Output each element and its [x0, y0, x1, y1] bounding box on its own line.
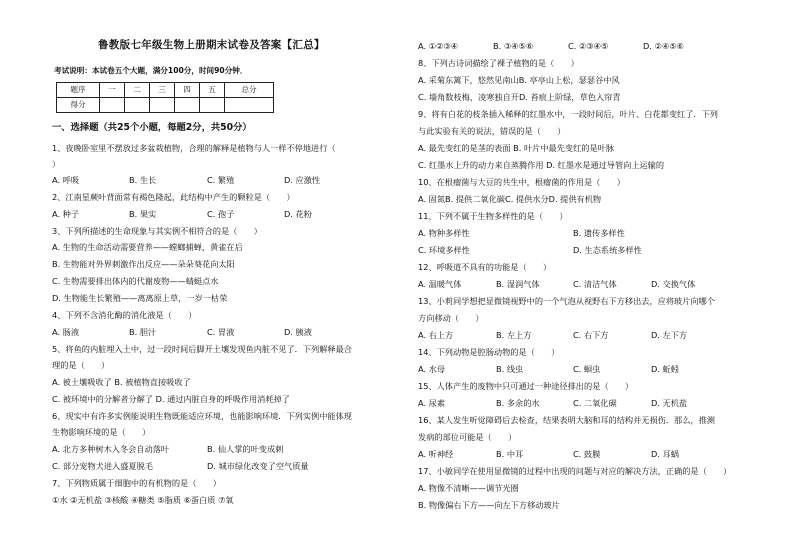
question-1: 1、夜晚卧室里不摆放过多盆栽植物，合理的解释是植物与人一样不停地进行（ [52, 143, 336, 153]
question-9-cont: 与此实验有关的说法，错误的是（ ） [418, 126, 566, 136]
score-row-label: 得分 [57, 98, 100, 113]
option[interactable]: B. 生物能对外界刺激作出反应——朵朵葵花向太阳 [52, 259, 235, 269]
score-header-cell: 一 [100, 83, 125, 98]
option[interactable]: A. 采菊东篱下，悠然见南山B. 亭亭山上松，瑟瑟谷中风 [418, 75, 620, 85]
option[interactable]: C. 墙角数枝梅，凌寒独自开D. 苔痕上阶绿，草色入帘青 [418, 92, 621, 102]
option[interactable]: C. 右下方 [573, 330, 609, 340]
option[interactable]: C. 蛔虫 [573, 364, 601, 374]
score-header-cell: 五 [200, 83, 225, 98]
option[interactable]: D. 应激性 [284, 175, 321, 185]
question-17: 17、小敏同学在使用显微镜的过程中出现的问题与对应的解决方法，正确的是（ ） [418, 466, 732, 476]
option[interactable]: A. 北方多种树木入冬会自动落叶 [52, 444, 170, 454]
question-6-cont: 生物影响环境的是（ ） [52, 427, 151, 437]
option[interactable]: A. 呼吸 [52, 175, 80, 185]
option[interactable]: A. 右上方 [418, 330, 454, 340]
score-cell[interactable] [225, 98, 274, 113]
option[interactable]: C. 繁殖 [207, 175, 235, 185]
option[interactable]: A. 尿素 [418, 398, 446, 408]
question-16: 16、某人发生听觉障碍后去检查，结果表明大脑和耳的结构并无损伤．那么，推测 [418, 415, 715, 425]
option[interactable]: D. 花粉 [284, 209, 312, 219]
option[interactable]: D. 蚯蚓 [651, 364, 679, 374]
option[interactable]: A. 种子 [52, 209, 80, 219]
score-cell[interactable] [125, 98, 150, 113]
score-table-score-row [57, 98, 274, 113]
score-cell[interactable] [100, 98, 125, 113]
option[interactable]: B. 物像偏右下方——向左下方移动玻片 [418, 500, 560, 510]
option[interactable]: A. ①②③④ [418, 41, 459, 51]
question-6: 6、现实中有许多实例能说明生物既能适应环境，也能影响环境．下列实例中能体现 [52, 411, 352, 421]
exam-title: 鲁教版七年级生物上册期末试卷及答案【汇总】 [98, 39, 325, 51]
question-11: 11、下列不属于生物多样性的是（ ） [418, 211, 568, 221]
score-cell[interactable] [150, 98, 175, 113]
option[interactable]: D. 耳蜗 [651, 449, 679, 459]
option[interactable]: C. 二氧化碳 [573, 398, 617, 408]
option[interactable]: C. 清洁气体 [573, 279, 617, 289]
option[interactable]: C. 部分宠物犬进入盛夏脱毛 [52, 461, 153, 471]
option[interactable]: A. 温暖气体 [418, 279, 462, 289]
option[interactable]: A. 最先变红的是茎的表面 B. 叶片中最先变红的是叶脉 [418, 143, 615, 153]
question-10: 10、在根瘤菌与大豆的共生中，根瘤菌的作用是（ ） [418, 177, 625, 187]
option[interactable]: B. 湿润气体 [496, 279, 540, 289]
option[interactable]: D. 左下方 [651, 330, 688, 340]
score-header-cell: 总分 [225, 83, 274, 98]
question-7: 7、下列物质属于细胞中的有机物的是（ ） [52, 478, 221, 488]
option[interactable]: B. 胆汁 [129, 327, 157, 337]
score-table-header-row [57, 83, 274, 98]
question-15: 15、人体产生的废物中只可通过一种途径排出的是（ ） [418, 381, 634, 391]
question-13-cont: 方向移动（ ） [418, 313, 484, 323]
question-4: 4、下列不含消化酶的消化液是（ ） [52, 310, 197, 320]
question-13: 13、小莉同学想把显微镜视野中的一个气泡从视野右下方移出去，应将玻片向哪个 [418, 296, 715, 306]
option[interactable]: B. ③④⑤⑥ [493, 41, 534, 51]
question-5-cont: 理的是（ ） [52, 360, 110, 370]
question-1-cont: ） [52, 159, 61, 169]
option[interactable]: A. 肠液 [52, 327, 80, 337]
question-5: 5、将鱼的内脏埋入土中，过一段时间后脚开土壤发现鱼内脏不见了．下列解释最合 [52, 344, 352, 354]
option[interactable]: A. 听神经 [418, 449, 454, 459]
question-14: 14、下列动物是腔肠动物的是（ ） [418, 347, 560, 357]
option[interactable]: D. ②④⑤⑥ [643, 41, 684, 51]
score-header-cell: 二 [125, 83, 150, 98]
option[interactable]: B. 线虫 [496, 364, 524, 374]
option[interactable]: A. 固氮B. 提供二氧化碳C. 提供水分D. 提供有机物 [418, 194, 602, 204]
option[interactable]: C. 环境多样性 [418, 245, 470, 255]
option[interactable]: A. 物种多样性 [418, 228, 470, 238]
option[interactable]: A. 生物的生命活动需要营养——螳螂捕蝉，黄雀在后 [52, 242, 243, 252]
score-cell[interactable] [175, 98, 200, 113]
question-3: 3、下列所描述的生命现象与其实例不相符合的是（ ） [52, 226, 262, 236]
option[interactable]: C. 胃液 [207, 327, 235, 337]
option[interactable]: B. 仙人掌的叶变成刺 [207, 444, 284, 454]
score-header-cell: 四 [175, 83, 200, 98]
option[interactable]: D. 城市绿化改变了空气质量 [207, 461, 309, 471]
option[interactable]: C. 被环境中的分解者分解了 D. 通过内脏自身的呼吸作用消耗掉了 [52, 394, 290, 404]
option[interactable]: B. 遗传多样性 [573, 228, 625, 238]
option[interactable]: B. 多余的水 [496, 398, 540, 408]
question-16-cont: 发病的部位可能是（ ） [418, 432, 517, 442]
option[interactable]: D. 无机盐 [651, 398, 688, 408]
question-12: 12、呼吸道不具有的功能是（ ） [418, 262, 552, 272]
option[interactable]: D. 生态系统多样性 [573, 245, 642, 255]
exam-instructions: 考试说明：本试卷五个大题，满分100分，时间90分钟． [54, 66, 248, 75]
question-8: 8、下列古诗词描绘了裸子植物的是（ ） [418, 58, 579, 68]
option[interactable]: B. 生长 [129, 175, 157, 185]
option[interactable]: D. 交换气体 [651, 279, 696, 289]
score-cell[interactable] [200, 98, 225, 113]
option[interactable]: D. 胰液 [284, 327, 312, 337]
option[interactable]: A. 水母 [418, 364, 446, 374]
score-header-cell: 题序 [57, 83, 100, 98]
question-7-items: ①水 ②无机盐 ③核酸 ④糖类 ⑤脂质 ⑥蛋白质 ⑦氧 [52, 495, 234, 505]
option[interactable]: C. 鼓膜 [573, 449, 601, 459]
score-header-cell: 三 [150, 83, 175, 98]
option[interactable]: C. 孢子 [207, 209, 235, 219]
option[interactable]: C. 红墨水上升的动力来自蒸腾作用 D. 红墨水是通过导管向上运输的 [418, 160, 665, 170]
option[interactable]: A. 被土壤吸收了 B. 被植物直接吸收了 [52, 377, 191, 387]
option[interactable]: B. 中耳 [496, 449, 524, 459]
option[interactable]: A. 物像不清晰——调节光圈 [418, 483, 519, 493]
option[interactable]: C. ②③④⑤ [568, 41, 609, 51]
question-2: 2、江南星蕨叶背面常有褐色隆起，此结构中产生的颗粒是（ ） [52, 192, 295, 202]
option[interactable]: B. 左上方 [496, 330, 532, 340]
score-table [56, 82, 274, 113]
question-9: 9、将有白花的枝条插入稀释的红墨水中，一段时间后，叶片、白花都变红了．下列 [418, 109, 718, 119]
option[interactable]: C. 生物需要排出体内的代谢废物——蜻蜓点水 [52, 276, 219, 286]
option[interactable]: B. 果实 [129, 209, 157, 219]
section-heading: 一、选择题（共25个小题，每题2分，共50分） [52, 122, 252, 133]
option[interactable]: D. 生物能生长繁殖——离离原上草，一岁一枯荣 [52, 293, 228, 303]
